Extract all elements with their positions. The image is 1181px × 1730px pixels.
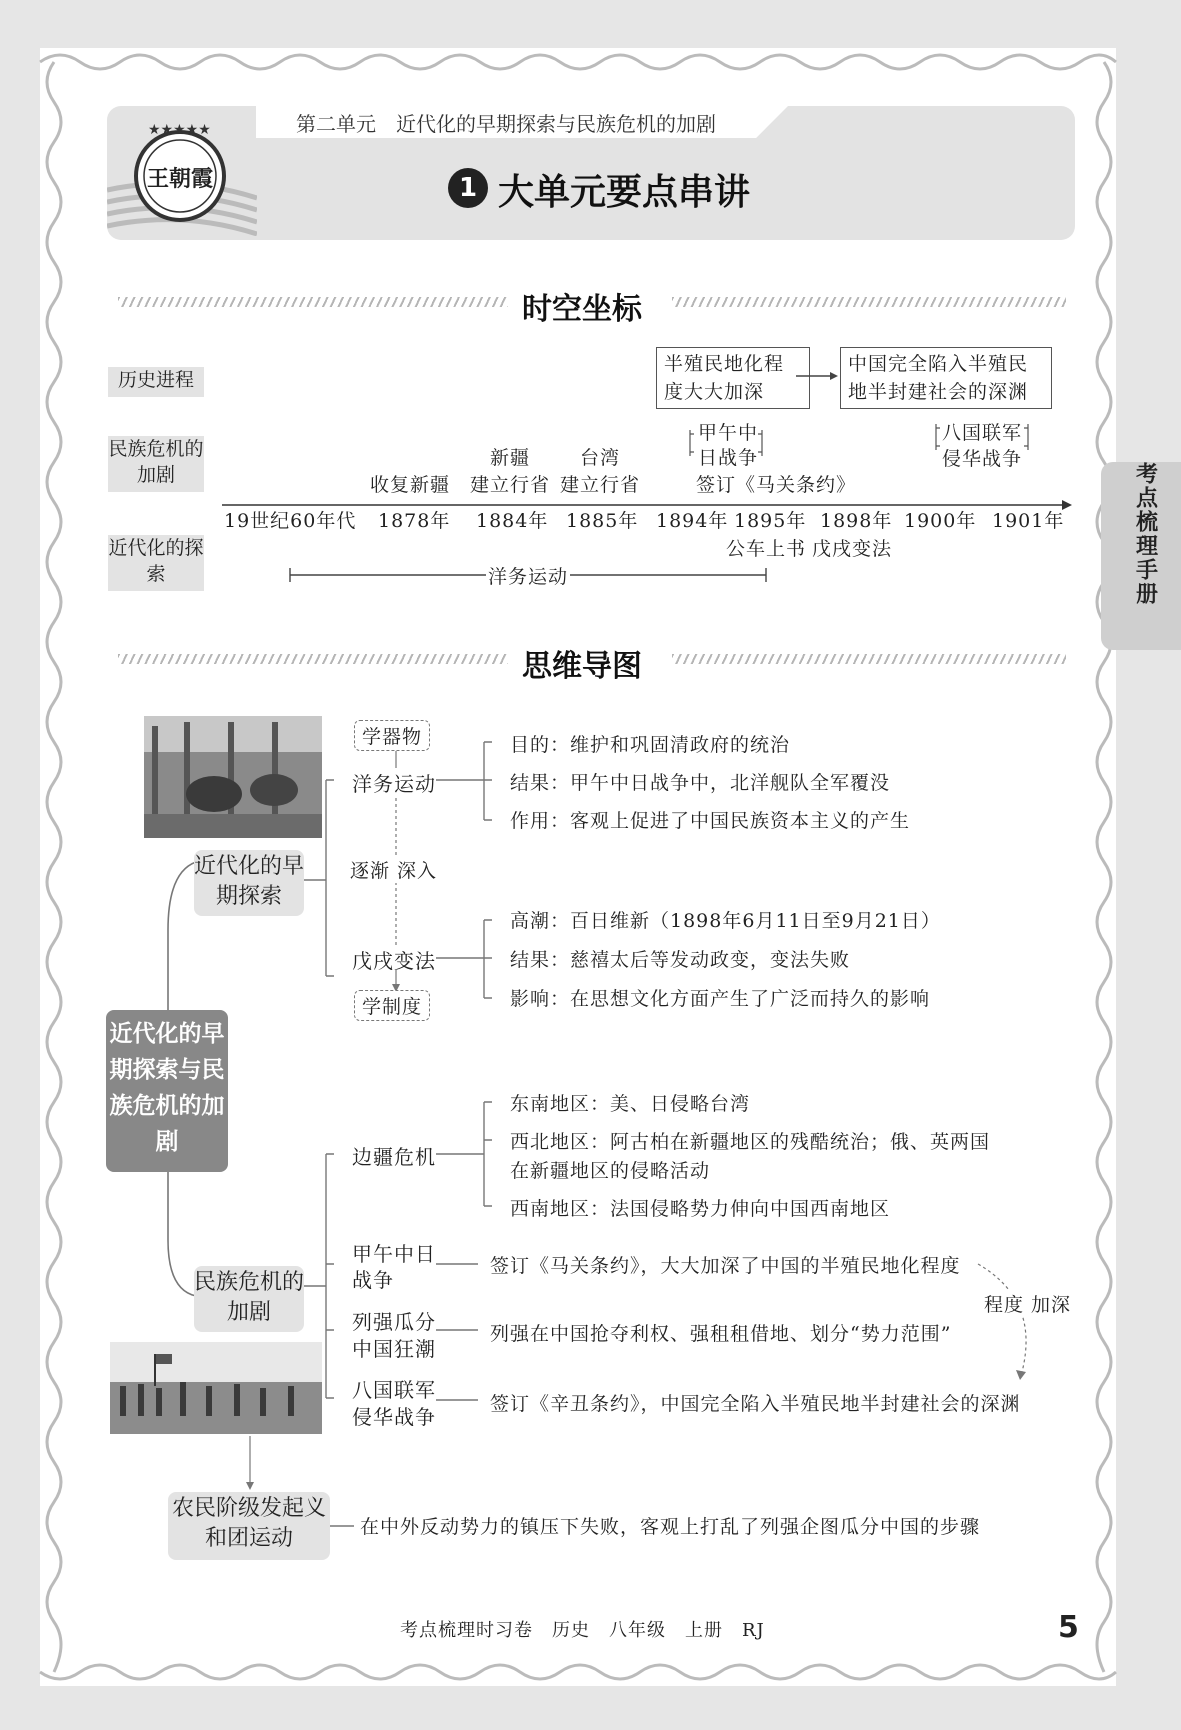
unit-title: 第二单元 近代化的早期探索与民族危机的加剧 [296,112,716,136]
eight-nation-desc: 签订《辛丑条约》，中国完全陷入半殖民地半封建社会的深渊 [490,1393,1021,1415]
event-sino-jp-1: 甲午中 [698,422,759,444]
node-sino-jp-1: 甲午中日 [352,1242,436,1266]
wuxu-climax: 高潮：百日维新（1898年6月11日至9月21日） [510,910,941,932]
node-border-crisis: 边疆危机 [352,1145,436,1169]
event-eight-nation-1: 八国联军 [942,422,1023,444]
event-shimonoseki: 签订《马关条约》 [696,474,857,496]
border-southwest: 西南地区：法国侵略势力伸向中国西南地区 [510,1198,891,1220]
node-eight-nation-2: 侵华战争 [352,1405,436,1429]
sino-jp-desc: 签订《马关条约》，大大加深了中国的半殖民地化程度 [490,1255,961,1277]
border-northwest-1: 西北地区：阿古柏在新疆地区的残酷统治；俄、英两国 [510,1131,991,1153]
title-number-badge: 1 [448,168,488,208]
event-taiwan-1: 台湾 [580,447,621,469]
node-sino-jp-2: 战争 [352,1268,394,1292]
row-label-crisis: 民族危机的加剧 [108,436,204,492]
row-label-explore: 近代化的探索 [108,535,204,591]
year-1885: 1885年 [566,510,639,532]
event-eight-nation-2: 侵华战争 [942,448,1023,470]
year-1898: 1898年 [820,510,893,532]
svg-text:★★★★★: ★★★★★ [148,124,211,138]
event-taiwan-2: 建立行省 [560,474,641,496]
section-title-mindmap: 思维导图 [522,649,642,684]
process-box-abyss: 中国完全陷入半殖民地半封建社会的深渊 [840,347,1052,409]
event-wuxu: 戊戌变法 [812,538,893,560]
year-1895: 1895年 [734,510,807,532]
event-xinjiang-2: 建立行省 [470,474,551,496]
year-1878: 1878年 [378,510,451,532]
year-1894: 1894年 [656,510,729,532]
section-title-timeline: 时空坐标 [522,292,642,327]
year-1900: 1900年 [904,510,977,532]
event-recover-xinjiang: 收复新疆 [370,474,451,496]
node-wuxu: 戊戌变法 [352,949,436,973]
branch-national-crisis: 民族危机的加剧 [194,1266,304,1332]
year-1901: 1901年 [992,510,1065,532]
side-tab[interactable]: 考点梳理手册 [1101,462,1181,650]
process-box-deepen: 半殖民地化程度大大加深 [656,347,810,409]
border-southeast: 东南地区：美、日侵略台湾 [510,1093,751,1115]
event-yangwu: 洋务运动 [486,562,570,589]
boxer-desc: 在中外反动势力的镇压下失败，客观上打乱了列强企图瓜分中国的步骤 [360,1516,981,1538]
mindmap-root: 近代化的早期探索与民族危机的加剧 [106,1010,228,1172]
node-eight-nation-1: 八国联军 [352,1378,436,1402]
footer-text: 考点梳理时习卷 历史 八年级 上册 RJ [400,1620,765,1641]
year-1860s: 19世纪60年代 [224,510,357,532]
yangwu-effect: 作用：客观上促进了中国民族资本主义的产生 [510,810,911,832]
node-yangwu: 洋务运动 [352,772,436,796]
tag-learn-systems: 学制度 [354,990,430,1021]
event-gongche: 公车上书 [726,538,807,560]
year-1884: 1884年 [476,510,549,532]
row-label-history: 历史进程 [108,367,204,397]
label-degree-deepen: 程度 加深 [984,1290,1071,1317]
partition-desc: 列强在中国抢夺利权、强租租借地、划分“势力范围” [490,1323,952,1345]
yangwu-purpose: 目的：维护和巩固清政府的统治 [510,734,791,756]
page-title: 大单元要点串讲 [498,172,751,213]
wuxu-influence: 影响：在思想文化方面产生了广泛而持久的影响 [510,988,931,1010]
border-northwest-2: 在新疆地区的侵略活动 [510,1160,711,1182]
wuxu-result: 结果：慈禧太后等发动政变，变法失败 [510,949,851,971]
logo-text: 王朝霞 [146,166,213,192]
node-partition-2: 中国狂潮 [352,1337,436,1361]
page-number: 5 [1058,1610,1079,1645]
tag-learn-objects: 学器物 [354,720,430,751]
event-sino-jp-2: 日战争 [698,447,759,469]
branch-boxer: 农民阶级发起义和团运动 [168,1492,330,1560]
event-xinjiang-1: 新疆 [490,447,531,469]
label-deepen-gradually: 逐渐 深入 [350,856,437,883]
yangwu-result: 结果：甲午中日战争中，北洋舰队全军覆没 [510,772,891,794]
node-partition-1: 列强瓜分 [352,1310,436,1334]
branch-early-explore: 近代化的早期探索 [194,850,304,916]
